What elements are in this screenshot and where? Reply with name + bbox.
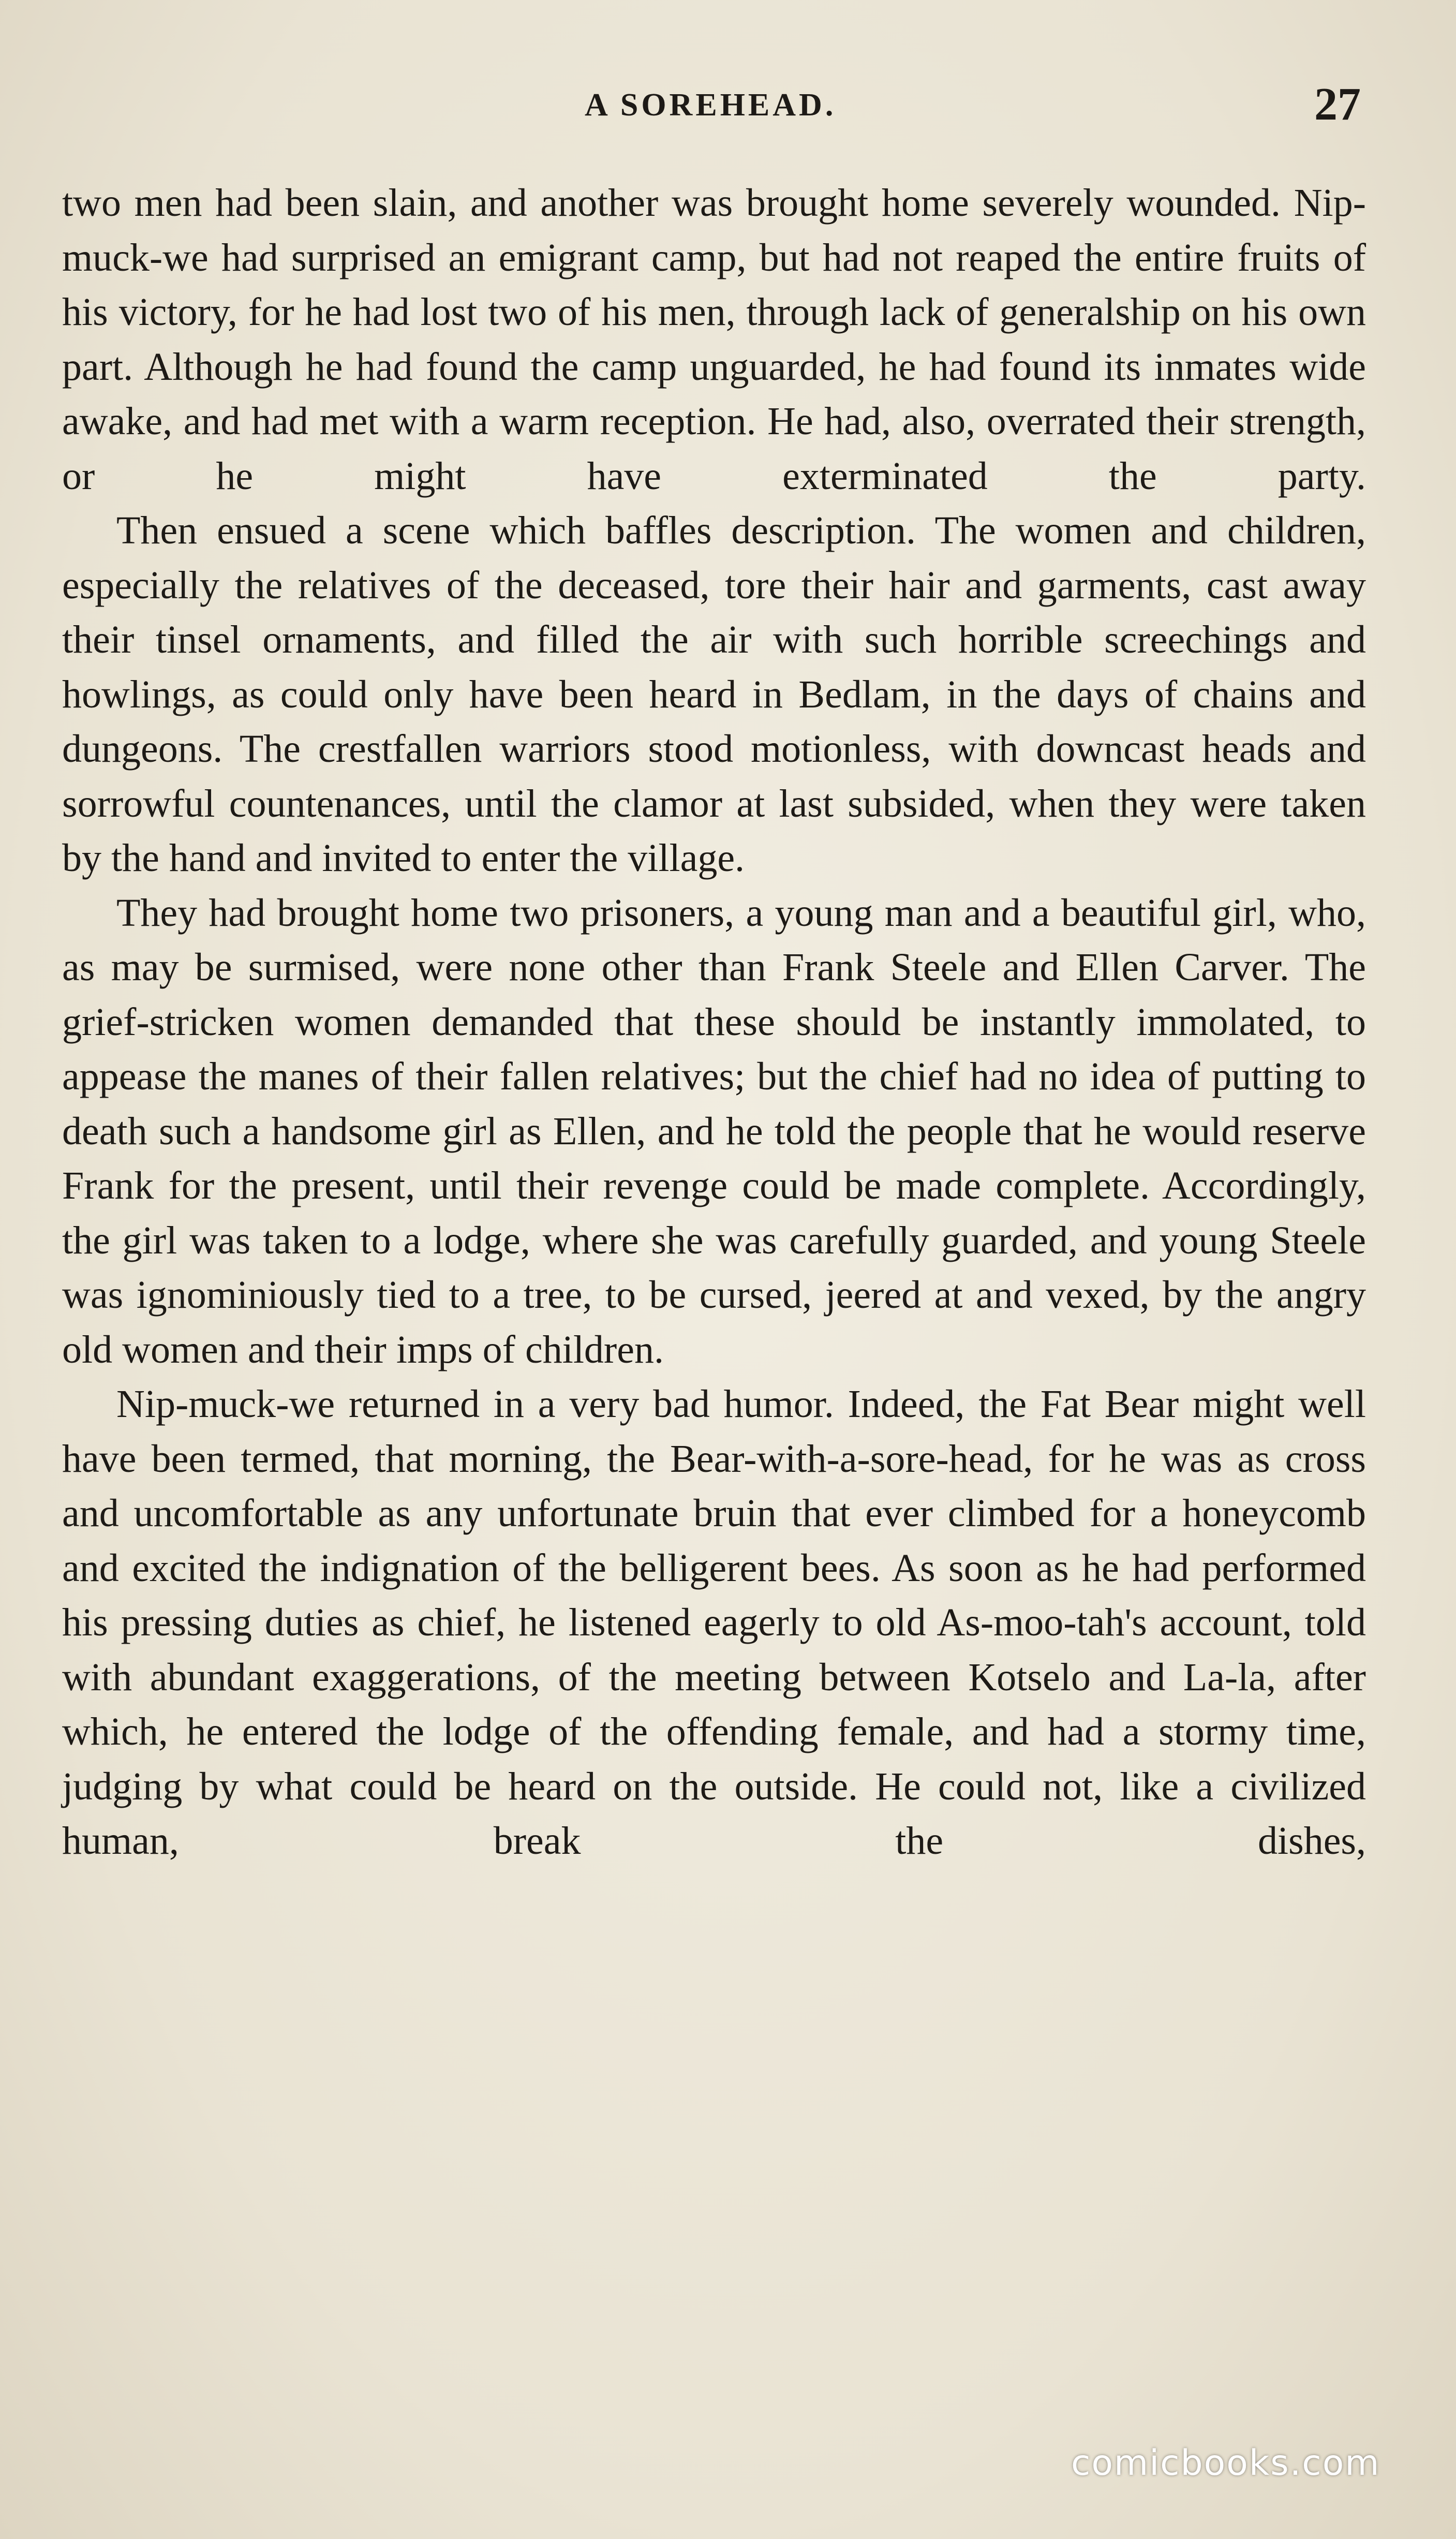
paragraph-continued: two men had been slain, and another was brought home severely wounded. Nip-muck-we had surprised an emigrant camp, but had not reaped the entire fruits of his victory, for he had lost two of his men, through lack of generalship on his own part. Although he had found the camp unguarded, he had found its inmates wide awake, and had met with a warm reception. He had, also, overrated their strength, or he might have exterminated the party.: [62, 181, 1366, 498]
running-title: A SOREHEAD.: [585, 87, 837, 123]
page-header: [0, 78, 1456, 135]
paragraph: They had brought home two prisoners, a young man and a beautiful girl, who, as may be surmised, were none other than Frank Steele and Ellen Carver. The grief-stricken women demanded that these should be instantly immolated, to appease the manes of their fallen relatives; but the chief had no idea of putting to death such a handsome girl as Ellen, and he told the people that he would reserve Frank for the present, until their revenge could be made complete. Accordingly, the girl was taken to a lodge, where she was carefully guarded, and young Steele was ignominiously tied to a tree, to be cursed, jeered at and vexed, by the angry old women and their imps of children.: [62, 891, 1366, 1371]
page-number: 27: [1314, 79, 1361, 130]
paragraph: Then ensued a scene which baffles description. The women and children, especially the relatives of the deceased, tore their hair and garments, cast away their tinsel ornaments, and filled the air with such horrible screechings and howlings, as could only have been heard in Bedlam, in the days of chains and dungeons. The crestfallen warriors stood motionless, with downcast heads and sorrowful countenances, until the clamor at last subsided, when they were taken by the hand and invited to enter the village.: [62, 509, 1366, 880]
body-text: [62, 176, 1366, 1869]
paragraph: Nip-muck-we returned in a very bad humor. Indeed, the Fat Bear might well have been termed, that morning, the Bear-with-a-sore-head, for he was as cross and uncomfortable as any unfortunate bruin that ever climbed for a honeycomb and excited the indignation of the belligerent bees. As soon as he had performed his pressing duties as chief, he listened eagerly to old As-moo-tah's account, told with abundant exaggerations, of the meeting between Kotselo and La-la, after which, he entered the lodge of the offending female, and had a stormy time, judging by what could be heard on the outside. He could not, like a civilized human, break the dishes,: [62, 1382, 1366, 1863]
watermark: comicbooks.com: [1071, 2443, 1380, 2484]
